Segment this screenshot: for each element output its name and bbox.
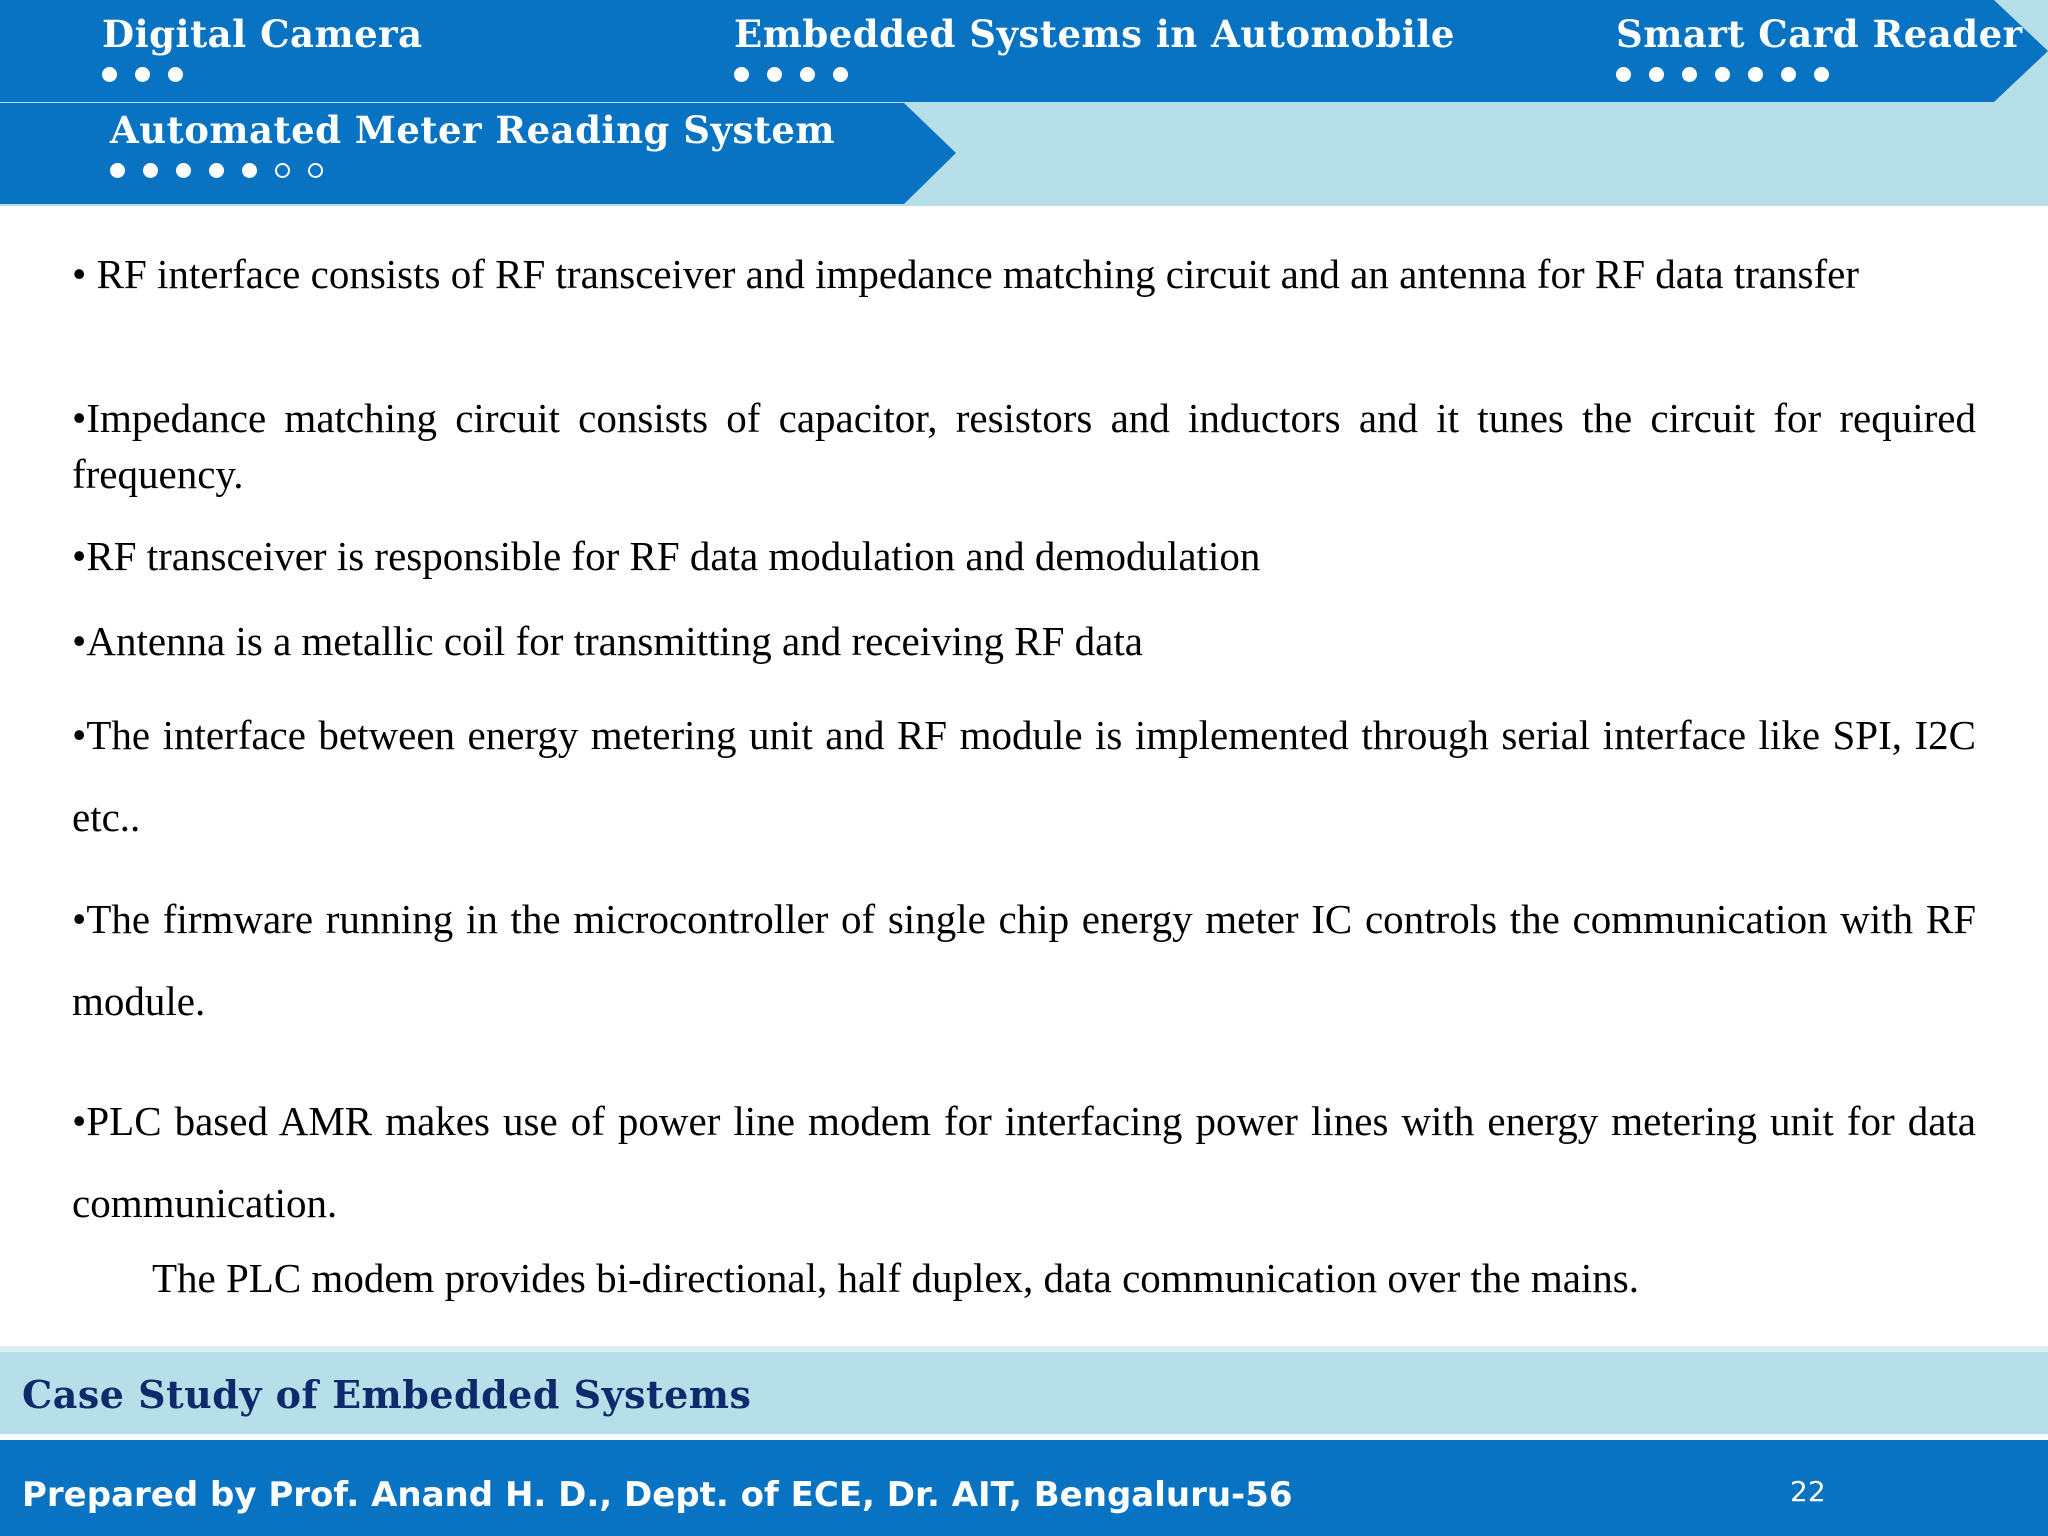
slide-dot-filled[interactable] [110, 163, 125, 178]
presentation-title: Case Study of Embedded Systems [22, 1372, 752, 1417]
nav-section-title: Embedded Systems in Automobile [734, 12, 1455, 56]
slide-dot-filled[interactable] [209, 163, 224, 178]
nav-section-title: Automated Meter Reading System [110, 108, 836, 152]
slide-dot-filled[interactable] [1682, 67, 1697, 82]
bullet-impedance-matching: •Impedance matching circuit consists of capacitor, resistors and inductors and it tunes the circuit for required frequency. [72, 395, 1976, 497]
nav-slide-dots [110, 163, 835, 178]
slide-dot-filled[interactable] [135, 67, 150, 82]
nav-section-embedded-automobile[interactable] [734, 12, 1455, 82]
slide-dot-filled[interactable] [1781, 67, 1796, 82]
plc-modem-note: The PLC modem provides bi-directional, half duplex, data communication over the mains. [152, 1255, 1640, 1301]
slide-dot-filled[interactable] [143, 163, 158, 178]
footer-bar [0, 1440, 2048, 1536]
nav-section-smart-card-reader[interactable] [1616, 12, 2023, 82]
slide-dot-filled[interactable] [1715, 67, 1730, 82]
slide-dot-filled[interactable] [176, 163, 191, 178]
nav-slide-dots [734, 67, 1455, 82]
slide-dot-filled[interactable] [1748, 67, 1763, 82]
slide-dot-filled[interactable] [800, 67, 815, 82]
bullet-rf-transceiver: •RF transceiver is responsible for RF data modulation and demodulation [72, 533, 1261, 579]
author-credit: Prepared by Prof. Anand H. D., Dept. of ECE, Dr. AIT, Bengaluru-56 [22, 1475, 1293, 1515]
slide-dot-filled[interactable] [1814, 67, 1829, 82]
slide-dot-filled[interactable] [1616, 67, 1631, 82]
nav-section-title: Smart Card Reader [1616, 12, 2023, 56]
slide-dot-filled[interactable] [734, 67, 749, 82]
nav-slide-dots [102, 67, 423, 82]
slide-dot-filled[interactable] [833, 67, 848, 82]
slide-dot-filled[interactable] [1649, 67, 1664, 82]
nav-section-title: Digital Camera [102, 12, 423, 56]
slide-dot-filled[interactable] [102, 67, 117, 82]
page-number: 22 [1790, 1475, 1826, 1508]
nav-section-meter-reading[interactable] [110, 108, 836, 178]
footer-band [0, 1346, 2048, 1434]
slide-dot-filled[interactable] [168, 67, 183, 82]
slide-dot-empty[interactable] [308, 163, 323, 178]
bullet-plc-amr: •PLC based AMR makes use of power line modem for interfacing power lines with energy metering unit for data communication. [72, 1098, 1976, 1226]
slide-dot-filled[interactable] [242, 163, 257, 178]
bullet-antenna: •Antenna is a metallic coil for transmitting and receiving RF data [72, 618, 1143, 664]
slide-dot-empty[interactable] [275, 163, 290, 178]
nav-section-digital-camera[interactable] [102, 12, 423, 82]
bullet-serial-interface: •The interface between energy metering unit and RF module is implemented through serial interface like SPI, I2C etc.. [72, 712, 1976, 840]
bullet-firmware: •The firmware running in the microcontroller of single chip energy meter IC controls the communication with RF module. [72, 896, 1976, 1024]
bullet-rf-interface: • RF interface consists of RF transceiver and impedance matching circuit and an antenna for RF data transfer [72, 251, 1860, 297]
slide-dot-filled[interactable] [767, 67, 782, 82]
nav-slide-dots [1616, 67, 2023, 82]
